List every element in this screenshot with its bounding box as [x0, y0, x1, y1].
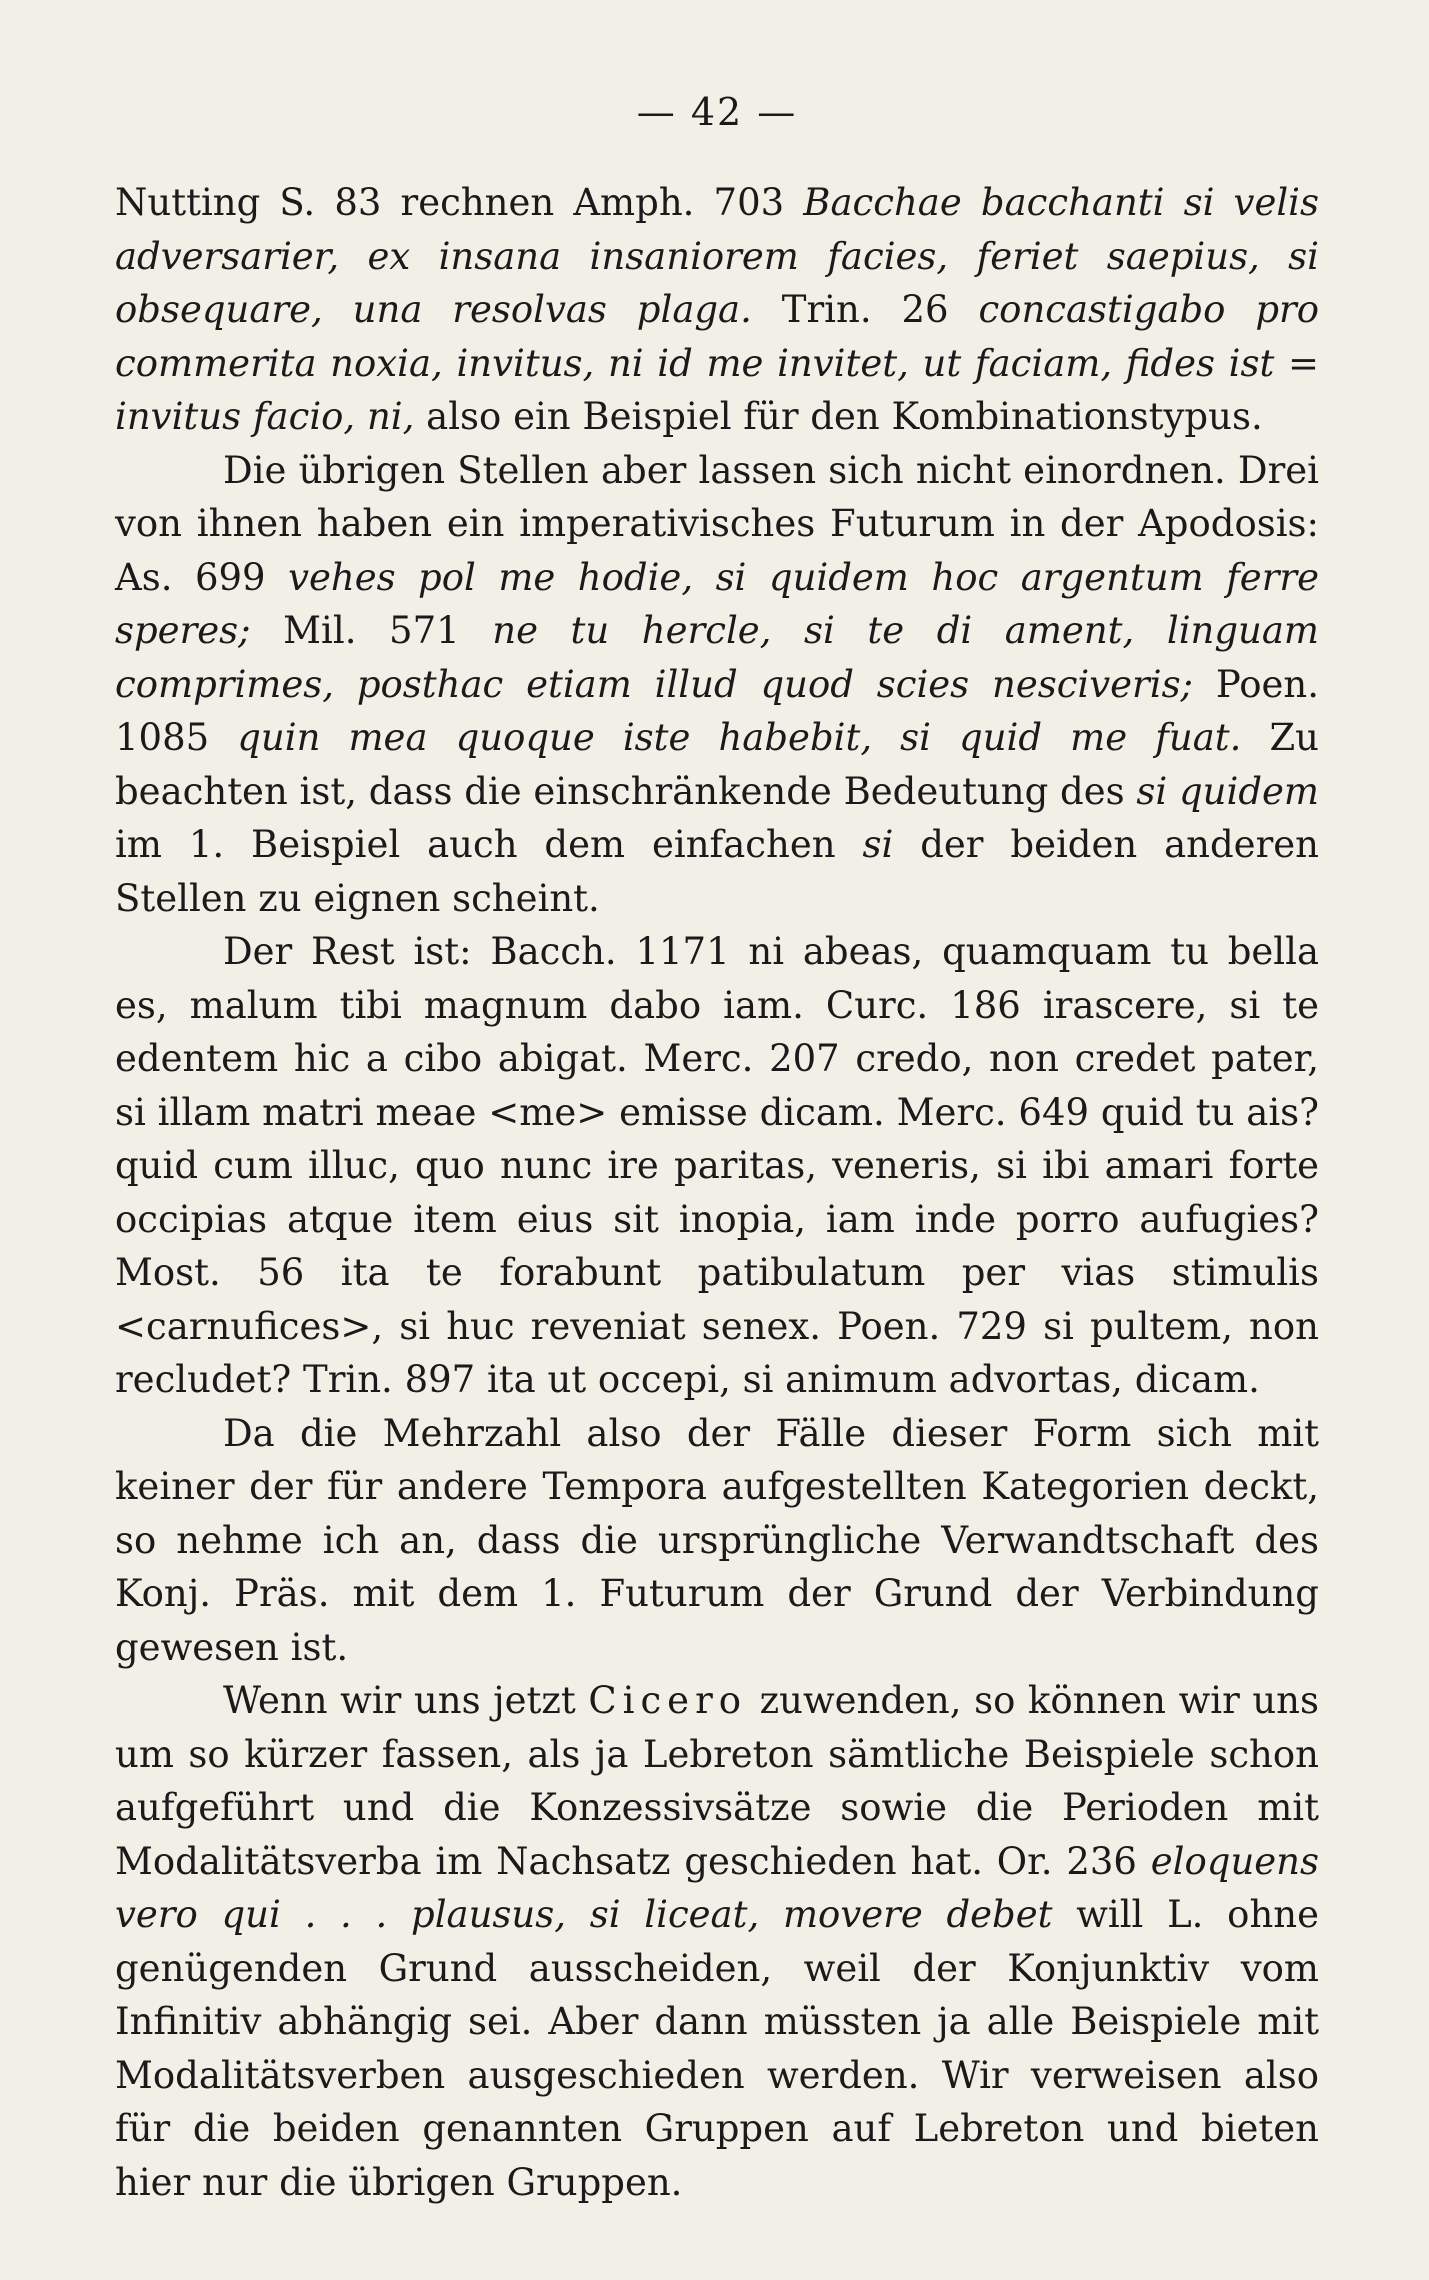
italic-quote: eloquens vero qui . . . plausus, si liceat, movere debet — [115, 1839, 1319, 1936]
text-run: also ein Beispiel für den Kombinationstypus. — [414, 395, 1263, 438]
paragraph-p1 — [115, 176, 1319, 444]
text-run: Nutting S. 83 rechnen Amph. 703 — [115, 181, 804, 224]
text-run: Poen. 1085 — [115, 662, 1320, 759]
text-run: Trin. 26 — [751, 288, 979, 331]
spaced-name: Cicero — [588, 1679, 748, 1722]
italic-quote: ne tu hercle, si te di ament, linguam comprimes, posthac etiam illud quod scies nesciveris; — [115, 609, 1320, 706]
body-text — [115, 176, 1319, 2209]
italic-quote: quin mea quoque iste habebit, si quid me fuat. — [237, 716, 1242, 759]
page-number: — 42 — — [636, 90, 798, 134]
text-run: will L. ohne genügenden Grund ausscheiden, weil der Konjunktiv vom Infinitiv abhängig sei. Aber dann müssten ja alle Beispiele mit Modalitätsverben ausgeschieden werden. Wir verweisen also für die beiden genannten Gruppen auf Lebreton und bieten hier nur die übrigen Gruppen. — [115, 1893, 1319, 2204]
text-run: Der Rest ist: Bacch. 1171 ni abeas, quamquam tu bella es, malum tibi magnum dabo iam. Curc. 186 irascere, si te edentem hic a cibo abigat. Merc. 207 credo, non credet pater, si illam matri meae <me> emisse dicam. Merc. 649 quid tu ais? quid cum illuc, quo nunc ire paritas, veneris, si ibi amari forte occipias atque item eius sit inopia, iam inde porro aufugies? Most. 56 ita te forabunt patibulatum per vias stimulis <carnufices>, si huc reveniat senex. Poen. 729 si pultem, non recludet? Trin. 897 ita ut occepi, si animum advortas, dicam. — [115, 930, 1319, 1401]
text-run: Wenn wir uns jetzt — [223, 1679, 589, 1722]
italic-quote: vehes pol me hodie, si quidem hoc argentum ferre speres; — [115, 555, 1319, 652]
paragraph-p2 — [115, 444, 1319, 926]
text-run: Da die Mehrzahl also der Fälle dieser Form sich mit keiner der für andere Tempora aufgestellten Kategorien deckt, so nehme ich an, dass die ursprüngliche Verwandtschaft des Konj. Präs. mit dem 1. Futurum der Grund der Verbindung gewesen ist. — [115, 1411, 1319, 1669]
text-run: im 1. Beispiel auch dem einfachen — [115, 823, 863, 866]
italic-quote: si quidem — [1136, 769, 1319, 813]
paragraph-p3 — [115, 925, 1319, 1407]
paragraph-p4 — [115, 1407, 1319, 1675]
paragraph-p5 — [115, 1674, 1319, 2209]
italic-quote: si — [862, 823, 894, 866]
italic-quote: Bacchae bacchanti si velis adversarier, ex insana insaniorem facies, feriet saepius, si obsequare, una resolvas plaga. — [115, 181, 1320, 331]
text-run: Mil. 571 — [250, 609, 493, 652]
text-run: zuwenden, so können wir uns um so kürzer fassen, als ja Lebreton sämtliche Beispiele schon aufgeführt und die Konzessivsätze sowie die Perioden mit Modalitätsverba im Nachsatz geschieden hat. Or. 236 — [115, 1679, 1319, 1883]
text-run: Zu beachten ist, dass die einschränkende Bedeutung des — [115, 716, 1319, 813]
text-run: der beiden anderen Stellen zu eignen scheint. — [115, 823, 1319, 920]
italic-quote: concastigabo pro commerita noxia, invitus, ni id me invitet, ut faciam, fides ist = invitus facio, ni, — [115, 288, 1320, 438]
text-run: Die übrigen Stellen aber lassen sich nicht einordnen. Drei von ihnen haben ein imperativisches Futurum in der Apodosis: As. 699 — [115, 448, 1319, 599]
